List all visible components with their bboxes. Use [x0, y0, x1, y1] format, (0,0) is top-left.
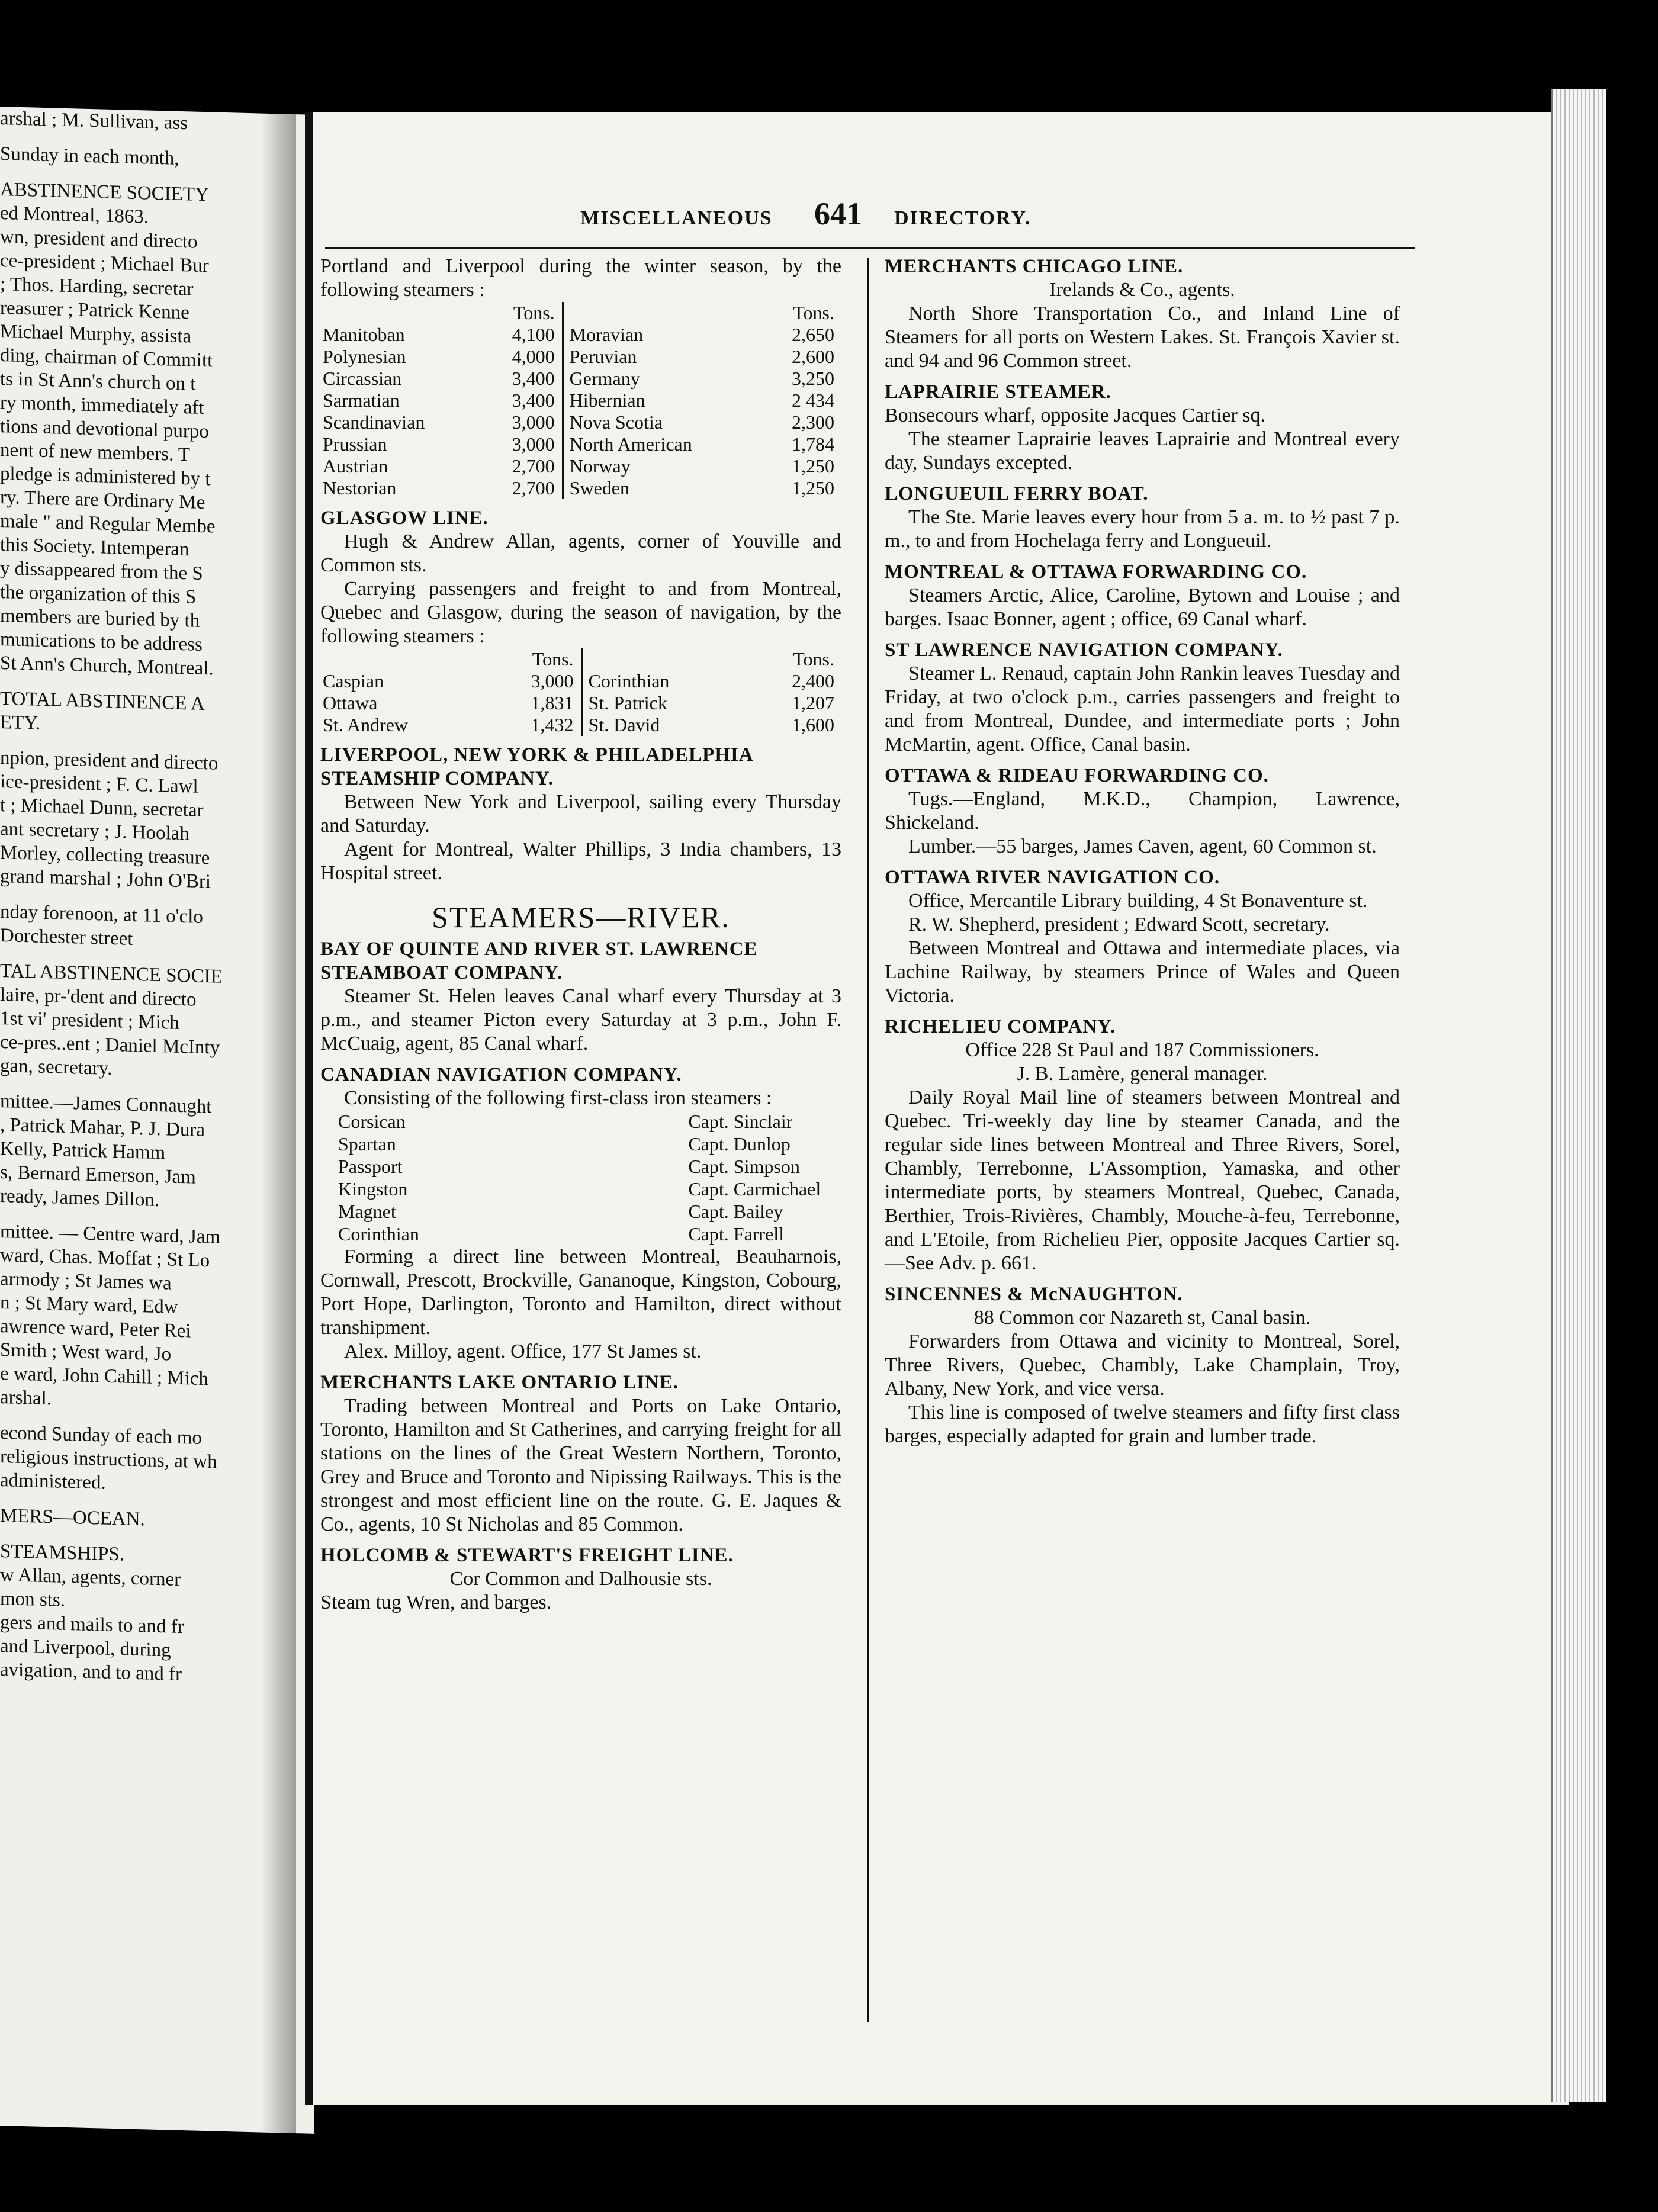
tonnage: 3,400	[512, 368, 555, 389]
sincennes-heading: SINCENNES & McNAUGHTON.	[885, 1284, 1183, 1305]
tonnage: 1,831	[531, 692, 574, 713]
steamer-row	[320, 411, 841, 433]
page-number: 641	[814, 196, 862, 232]
left-page-line: arshal ; M. Sullivan, ass	[0, 108, 188, 134]
glasgow-service: Carrying passengers and freight to and from Montreal, Quebec and Glasgow, during the season of navigation, by the following steamers :	[320, 578, 841, 647]
left-page-line: ry month, immediately aft	[0, 392, 204, 419]
tonnage: 3,400	[512, 390, 555, 411]
left-page-line: ts in St Ann's church on t	[0, 368, 196, 395]
left-page-line: grand marshal ; John O'Bri	[0, 866, 211, 893]
sincennes-text: Forwarders from Ottawa and vicinity to Montreal, Sorel, Three Rivers, Quebec, Chambly, Lake Champlain, Troy, Albany, New York, and vice versa.	[885, 1330, 1400, 1400]
left-page-line: ant secretary ; J. Hoolah	[0, 818, 189, 845]
ottawa-river-heading: OTTAWA RIVER NAVIGATION CO.	[885, 867, 1220, 888]
left-page-line: s, Bernard Emerson, Jam	[0, 1162, 196, 1188]
left-page-line: St Ann's Church, Montreal.	[0, 652, 214, 680]
captain-name: Capt. Sinclair	[688, 1111, 793, 1132]
canadian-nav-route: Forming a direct line between Montreal, Beauharnois, Cornwall, Prescott, Brockville, Gananoque, Kingston, Cobourg, Port Hope, Darlington, Toronto and Hamilton, direct without transhipment.	[320, 1246, 841, 1339]
ship-name: Corinthian	[338, 1223, 419, 1245]
glasgow-agents: Hugh & Andrew Allan, agents, corner of Youville and Common sts.	[320, 531, 841, 576]
steamer-row	[320, 670, 841, 692]
left-page-line: pledge is administered by t	[0, 463, 211, 490]
mo-forwarding-text: Steamers Arctic, Alice, Caroline, Bytown and Louise ; and barges. Isaac Bonner, agent ; office, 69 Canal wharf.	[885, 584, 1400, 630]
ship-name: Corsican	[338, 1111, 406, 1132]
steamer-row	[320, 455, 841, 477]
steamer-name: Ottawa	[323, 692, 378, 713]
st-lawrence-heading: ST LAWRENCE NAVIGATION COMPANY.	[885, 639, 1283, 661]
steamer-name: St. Andrew	[323, 714, 408, 735]
steamer-name: Corinthian	[581, 670, 746, 692]
left-page-line: STEAMSHIPS.	[0, 1541, 124, 1565]
left-page-line: members are buried by th	[0, 605, 200, 632]
laprairie-text: The steamer Laprairie leaves Laprairie and Montreal every day, Sundays excepted.	[885, 428, 1400, 474]
left-page-line: ry. There are Ordinary Me	[0, 487, 205, 514]
tonnage: 4,000	[512, 346, 555, 367]
captain-row	[338, 1110, 838, 1133]
steamer-name: Hibernian	[563, 390, 762, 411]
steamer-name: Circassian	[323, 368, 402, 389]
captain-row	[338, 1155, 838, 1178]
header-rule	[325, 247, 1415, 249]
richelieu-text: Daily Royal Mail line of steamers between Montreal and Quebec. Tri-weekly day line by steamer Canada, and the regular side lines between Montreal and Three Rivers, Sorel, Chambly, Terrebonne, L'Assomption, Yamaska, and other intermediate ports, by steamers Montreal, Quebec, Canada, Berthier, Trois-Rivières, Chambly, Mouche-à-feu, Terrebonne, and L'Etoile, from Richelieu Pier, opposite Jacques Cartier sq.—See Adv. p. 661.	[885, 1086, 1400, 1274]
header-left: MISCELLANEOUS	[580, 207, 773, 229]
tonnage: 1,250	[792, 455, 834, 477]
captain-row	[338, 1200, 838, 1223]
tonnage: 3,000	[512, 433, 555, 455]
canadian-nav-heading: CANADIAN NAVIGATION COMPANY.	[320, 1064, 682, 1085]
left-page-line: this Society. Intemperan	[0, 534, 189, 561]
glasgow-steamers-table	[320, 648, 841, 736]
left-page-line: econd Sunday of each mo	[0, 1422, 202, 1449]
left-page-line: wn, president and directo	[0, 226, 198, 253]
ottawa-river-office: Office, Mercantile Library building, 4 St Bonaventure st.	[908, 890, 1368, 912]
tonnage: 2,300	[792, 411, 834, 433]
liverpool-agent: Agent for Montreal, Walter Phillips, 3 India chambers, 13 Hospital street.	[320, 838, 841, 884]
tonnage: 2,400	[792, 670, 834, 692]
steamer-name: Norway	[563, 455, 762, 477]
holcomb-fleet: Steam tug Wren, and barges.	[320, 1592, 552, 1613]
steamer-name: St. Patrick	[581, 692, 746, 714]
left-page-line: religious instructions, at wh	[0, 1446, 217, 1473]
richelieu-manager: J. B. Lamère, general manager.	[1017, 1063, 1268, 1085]
left-page-line: armody ; St James wa	[0, 1268, 172, 1294]
left-page-line: Morley, collecting treasure	[0, 842, 210, 869]
canadian-nav-intro: Consisting of the following first-class iron steamers :	[344, 1087, 772, 1109]
tonnage: 3,000	[512, 411, 555, 433]
captain-name: Capt. Bailey	[688, 1201, 783, 1222]
tonnage: 1,600	[792, 714, 834, 735]
column-left	[320, 255, 841, 1615]
left-page-line: gers and mails to and fr	[0, 1612, 184, 1638]
captains-table	[338, 1110, 838, 1245]
rideau-lumber: Lumber.—55 barges, James Caven, agent, 60 Common st.	[908, 835, 1377, 857]
steamer-row	[320, 692, 841, 714]
chicago-agents: Irelands & Co., agents.	[1049, 279, 1235, 301]
steamer-name: Nestorian	[323, 477, 397, 499]
tonnage: 1,784	[792, 433, 834, 455]
steamer-name: Peruvian	[563, 346, 762, 368]
book-gutter	[261, 112, 296, 2137]
left-page-line: ; Thos. Harding, secretar	[0, 274, 194, 300]
captain-name: Capt. Farrell	[688, 1223, 785, 1245]
left-page-line: ward, Chas. Moffat ; St Lo	[0, 1245, 210, 1272]
left-page-line: ready, James Dillon.	[0, 1185, 160, 1211]
ottawa-river-route: Between Montreal and Ottawa and intermediate places, via Lachine Railway, by steamers Prince of Wales and Queen Victoria.	[885, 937, 1400, 1007]
steamer-name: North American	[563, 433, 762, 455]
steamer-row	[320, 477, 841, 499]
steamer-name: Caspian	[323, 670, 384, 692]
tonnage: 1,250	[792, 477, 834, 499]
left-page-line: ce-pres..ent ; Daniel McInty	[0, 1031, 220, 1059]
running-head	[284, 195, 1409, 237]
richelieu-office: Office 228 St Paul and 187 Commissioners.	[965, 1039, 1319, 1061]
left-page-line: Dorchester street	[0, 925, 133, 950]
bay-of-quinte-heading: BAY OF QUINTE AND RIVER ST. LAWRENCE STEAMBOAT COMPANY.	[320, 938, 758, 983]
chicago-text: North Shore Transportation Co., and Inland Line of Steamers for all ports on Western Lakes. St. François Xavier st. and 94 and 96 Common street.	[885, 303, 1400, 372]
tons-header: Tons.	[793, 648, 834, 670]
column-right	[885, 255, 1400, 1448]
mo-forwarding-heading: MONTREAL & OTTAWA FORWARDING CO.	[885, 561, 1307, 583]
left-page-line: ABSTINENCE SOCIETY	[0, 179, 209, 206]
tons-header: Tons.	[513, 302, 555, 323]
captain-name: Capt. Simpson	[688, 1156, 800, 1177]
left-page-line: MERS—OCEAN.	[0, 1505, 145, 1531]
left-page-line: avigation, and to and fr	[0, 1659, 182, 1686]
captain-name: Capt. Carmichael	[688, 1178, 821, 1200]
steamer-name: Sarmatian	[323, 390, 400, 411]
ocean-steamers-table	[320, 302, 841, 499]
steamer-name: Scandinavian	[323, 411, 425, 433]
left-page-line: Smith ; West ward, Jo	[0, 1339, 172, 1365]
tonnage: 1,432	[531, 714, 574, 735]
sincennes-fleet: This line is composed of twelve steamers and fifty first class barges, especially adapted for grain and lumber trade.	[885, 1401, 1400, 1447]
left-page-line: mittee. — Centre ward, Jam	[0, 1221, 221, 1248]
left-page-line: Kelly, Patrick Hamm	[0, 1138, 166, 1164]
steamer-name: Sweden	[563, 477, 762, 499]
left-page-line: npion, president and directo	[0, 747, 219, 774]
captain-row	[338, 1178, 838, 1200]
steamer-row	[320, 390, 841, 411]
left-page-line: Michael Murphy, assista	[0, 321, 192, 348]
page-content	[313, 112, 1569, 2105]
left-page-line: y dissappeared from the S	[0, 558, 203, 584]
left-page-line: gan, secretary.	[0, 1055, 113, 1079]
rideau-heading: OTTAWA & RIDEAU FORWARDING CO.	[885, 765, 1269, 786]
left-page-line: Sunday in each month,	[0, 143, 179, 169]
ocean-intro: Portland and Liverpool during the winter season, by the following steamers :	[320, 255, 841, 301]
header-right: DIRECTORY.	[894, 207, 1032, 229]
tons-header: Tons.	[532, 648, 574, 670]
left-page-line: , Patrick Mahar, P. J. Dura	[0, 1114, 205, 1142]
ship-name: Magnet	[338, 1201, 396, 1222]
steamer-name: Polynesian	[323, 346, 406, 367]
left-page-line: ding, chairman of Committ	[0, 345, 213, 372]
left-page-line: administered.	[0, 1470, 106, 1494]
ottawa-river-officers: R. W. Shepherd, president ; Edward Scott, secretary.	[908, 914, 1330, 935]
tonnage: 2,700	[512, 455, 555, 477]
left-page-line: TAL ABSTINENCE SOCIE	[0, 960, 223, 988]
lake-ontario-heading: MERCHANTS LAKE ONTARIO LINE.	[320, 1372, 679, 1393]
left-page-line: reasurer ; Patrick Kenne	[0, 297, 189, 324]
left-page-line: TOTAL ABSTINENCE A	[0, 688, 205, 715]
richelieu-heading: RICHELIEU COMPANY.	[885, 1016, 1116, 1037]
chicago-heading: MERCHANTS CHICAGO LINE.	[885, 256, 1184, 277]
tonnage: 3,000	[531, 670, 574, 692]
tons-header: Tons.	[793, 302, 834, 323]
steamer-name: Germany	[563, 368, 762, 390]
canadian-nav-agent: Alex. Milloy, agent. Office, 177 St James st.	[344, 1340, 702, 1362]
liverpool-heading: LIVERPOOL, NEW YORK & PHILADELPHIA STEAMSHIP COMPANY.	[320, 744, 753, 789]
left-page-line: laire, pr-'dent and directo	[0, 984, 197, 1011]
left-page-line: nday forenoon, at 11 o'clo	[0, 901, 203, 928]
left-page-line: munications to be address	[0, 629, 203, 655]
st-lawrence-text: Steamer L. Renaud, captain John Rankin leaves Tuesday and Friday, at two o'clock p.m., carries passengers and freight to and from Montreal, Dundee, and intermediate ports ; John McMartin, agent. Office, Canal basin.	[885, 663, 1400, 755]
left-page-line: awrence ward, Peter Rei	[0, 1316, 191, 1342]
steamer-row	[320, 433, 841, 455]
left-page-line: ice-president ; F. C. Lawl	[0, 771, 198, 798]
left-page-line: male " and Regular Membe	[0, 510, 216, 538]
tonnage: 4,100	[512, 324, 555, 345]
sincennes-address: 88 Common cor Nazareth st, Canal basin.	[973, 1307, 1311, 1329]
steamer-name: Prussian	[323, 433, 387, 455]
left-page-line: ed Montreal, 1863.	[0, 202, 149, 228]
tonnage: 2,700	[512, 477, 555, 499]
steamer-name: Nova Scotia	[563, 411, 762, 433]
rideau-tugs: Tugs.—England, M.K.D., Champion, Lawrence, Shickeland.	[885, 788, 1400, 834]
longueuil-heading: LONGUEUIL FERRY BOAT.	[885, 483, 1149, 504]
left-page-line: arshal.	[0, 1387, 52, 1410]
steamer-name: Austrian	[323, 455, 388, 477]
longueuil-text: The Ste. Marie leaves every hour from 5 a. m. to ½ past 7 p. m., to and from Hochelaga ferry and Longueuil.	[885, 506, 1400, 552]
tonnage: 2 434	[792, 390, 834, 411]
steamer-row	[320, 368, 841, 390]
captain-name: Capt. Dunlop	[688, 1133, 791, 1155]
captain-row	[338, 1223, 838, 1245]
left-page-line: ce-president ; Michael Bur	[0, 250, 209, 277]
ship-name: Kingston	[338, 1178, 408, 1200]
column-divider	[867, 258, 869, 2022]
section-title-river: STEAMERS—RIVER.	[432, 901, 730, 934]
laprairie-address: Bonsecours wharf, opposite Jacques Cartier sq.	[885, 404, 1266, 426]
left-page-line: tions and devotional purpo	[0, 416, 209, 443]
ship-name: Passport	[338, 1156, 403, 1177]
left-page-line: e ward, John Cahill ; Mich	[0, 1363, 208, 1390]
bay-of-quinte-text: Steamer St. Helen leaves Canal wharf every Thursday at 3 p.m., and steamer Picton every Saturday at 3 p.m., John F. McCuaig, agent, 85 Canal wharf.	[320, 985, 841, 1054]
left-page-line: w Allan, agents, corner	[0, 1564, 181, 1590]
holcomb-address: Cor Common and Dalhousie sts.	[449, 1568, 712, 1590]
left-page-line: the organization of this S	[0, 581, 197, 608]
steamer-row	[320, 324, 841, 346]
steamer-name: Manitoban	[323, 324, 405, 345]
tonnage: 1,207	[792, 692, 834, 713]
left-page-line: 1st vi' president ; Mich	[0, 1008, 179, 1034]
left-page-line: mon sts.	[0, 1588, 66, 1611]
steamer-name: St. David	[581, 714, 746, 736]
lake-ontario-text: Trading between Montreal and Ports on Lake Ontario, Toronto, Hamilton and St Catherines, and carrying freight for all stations on the lines of the Great Western Northern, Toronto, Grey and Bruce and Toronto and Nipissing Railways. This is the strongest and most efficient line on the route. G. E. Jaques & Co., agents, 10 St Nicholas and 85 Common.	[320, 1395, 841, 1535]
left-page-line: nent of new members. T	[0, 439, 191, 466]
left-page-line: and Liverpool, during	[0, 1635, 171, 1661]
captain-row	[338, 1133, 838, 1155]
left-page-line: n ; St Mary ward, Edw	[0, 1292, 178, 1318]
liverpool-service: Between New York and Liverpool, sailing every Thursday and Saturday.	[320, 791, 841, 837]
left-page-line: t ; Michael Dunn, secretar	[0, 795, 204, 821]
glasgow-heading: GLASGOW LINE.	[320, 507, 489, 529]
tonnage: 2,600	[792, 346, 834, 367]
steamer-row	[320, 346, 841, 368]
tonnage: 3,250	[792, 368, 834, 389]
steamer-name: Moravian	[563, 324, 762, 346]
left-page-line: mittee.—James Connaught	[0, 1091, 212, 1118]
tonnage: 2,650	[792, 324, 834, 345]
holcomb-heading: HOLCOMB & STEWART'S FREIGHT LINE.	[320, 1545, 734, 1566]
laprairie-heading: LAPRAIRIE STEAMER.	[885, 381, 1111, 403]
left-page-line: ETY.	[0, 712, 41, 734]
ship-name: Spartan	[338, 1133, 396, 1155]
steamer-row	[320, 714, 841, 736]
